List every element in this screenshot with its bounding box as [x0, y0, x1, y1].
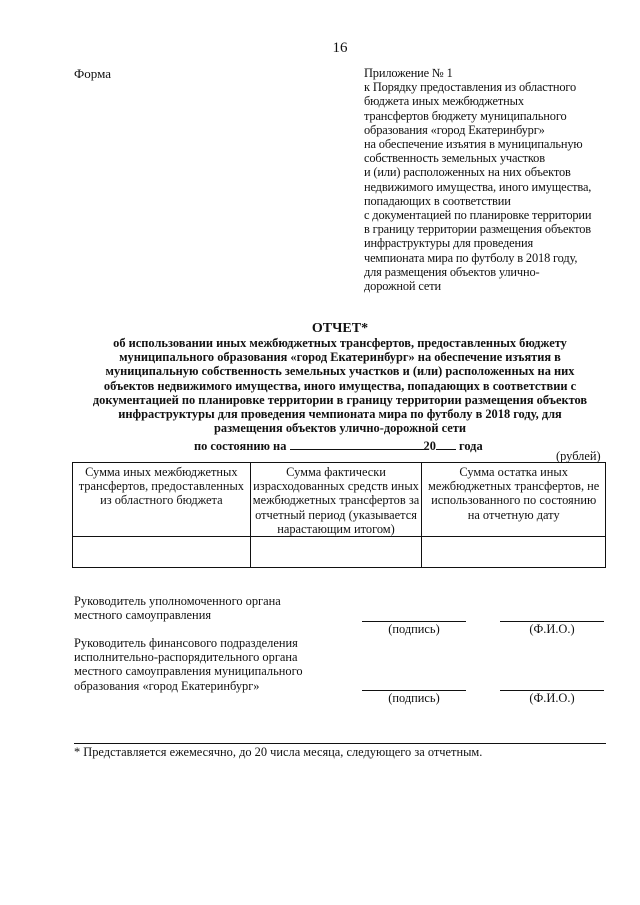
signatory-line: Руководитель финансового подразделения: [74, 636, 298, 650]
table-row: [73, 537, 606, 568]
subtitle-line: об использовании иных межбюджетных трансфертов, предоставленных бюджету: [113, 336, 567, 350]
units-label: (рублей): [556, 449, 601, 463]
appendix-line: трансфертов бюджету муниципального: [364, 108, 567, 123]
value-cell-spent[interactable]: [250, 537, 422, 568]
subtitle-line: инфраструктуры для проведения чемпионата мира по футболу в 2018 году, для: [118, 407, 562, 422]
appendix-line: Приложение № 1: [364, 66, 453, 80]
date-year-prefix: 20: [423, 439, 436, 453]
subtitle-line: размещения объектов улично-дорожной сети: [213, 421, 466, 436]
date-day-month-field[interactable]: [290, 437, 424, 450]
appendix-line: собственность земельных участков: [364, 151, 545, 166]
date-suffix: года: [459, 439, 483, 453]
value-cell-allocated[interactable]: [73, 537, 251, 568]
form-label: Форма: [74, 66, 111, 81]
signatory-label-finance: [74, 636, 303, 693]
date-year-field[interactable]: [436, 437, 456, 450]
header-cell-remaining: Сумма остатка иных межбюджетных трансфертов, не использованного по состоянию на отчетную дату: [422, 463, 606, 537]
report-table: [72, 462, 606, 568]
signatory-label-authority: [74, 594, 281, 622]
appendix-block: [364, 66, 614, 293]
appendix-line: попадающих в соответствии: [364, 193, 511, 208]
footnote: * Представляется ежемесячно, до 20 числа месяца, следующего за отчетным.: [74, 745, 483, 759]
page-number: 16: [332, 40, 348, 56]
appendix-line: и (или) расположенных на них объектов: [364, 165, 571, 180]
report-title: ОТЧЕТ*: [311, 321, 369, 336]
appendix-line: для размещения объектов улично-: [364, 264, 540, 279]
table-header-row: [73, 463, 606, 537]
name-caption: (Ф.И.О.): [529, 691, 575, 705]
report-date-line: [194, 437, 483, 454]
appendix-line: бюджета иных межбюджетных: [364, 94, 524, 109]
appendix-line: с документацией по планировке территории: [364, 208, 592, 223]
signatory-line: Руководитель уполномоченного органа: [74, 594, 281, 608]
subtitle-line: муниципальную собственность земельных участков и (или) расположенных на них: [105, 364, 575, 379]
appendix-line: инфраструктуры для проведения: [364, 236, 534, 251]
signatory-line: местного самоуправления муниципального: [74, 664, 303, 679]
date-prefix: по состоянию на: [194, 439, 287, 453]
name-caption: (Ф.И.О.): [529, 622, 575, 636]
signatory-line: исполнительно-распорядительного органа: [74, 650, 298, 665]
value-cell-remaining[interactable]: [422, 537, 606, 568]
report-subtitle: [62, 336, 618, 435]
appendix-line: чемпионата мира по футболу в 2018 году,: [364, 250, 578, 265]
subtitle-line: муниципального образования «город Екатеринбург» на обеспечение изъятия в: [119, 350, 561, 365]
signature-caption: (подпись): [388, 622, 440, 636]
appendix-line: дорожной сети: [364, 279, 441, 294]
signatory-line: местного самоуправления: [74, 608, 212, 623]
footnote-divider: [74, 743, 606, 744]
header-cell-spent: Сумма фактически израсходованных средств иных межбюджетных трансфертов за отчетный период (указывается нарастающим итогом): [250, 463, 422, 537]
appendix-line: недвижимого имущества, иного имущества,: [364, 179, 592, 194]
appendix-line: к Порядку предоставления из областного: [364, 80, 577, 95]
appendix-line: образования «город Екатеринбург»: [364, 122, 545, 137]
appendix-line: в границу территории размещения объектов: [364, 222, 591, 237]
subtitle-line: документацией по планировке территории в границу территории размещения объектов: [92, 392, 588, 407]
signature-caption: (подпись): [388, 691, 440, 705]
subtitle-line: объектов недвижимого имущества, иного имущества, попадающих в соответствии с: [103, 378, 577, 393]
header-cell-allocated: Сумма иных межбюджетных трансфертов, предоставленных из областного бюджета: [73, 463, 251, 537]
appendix-line: на обеспечение изъятия в муниципальную: [364, 137, 583, 152]
signatory-line: образования «город Екатеринбург»: [74, 678, 260, 693]
